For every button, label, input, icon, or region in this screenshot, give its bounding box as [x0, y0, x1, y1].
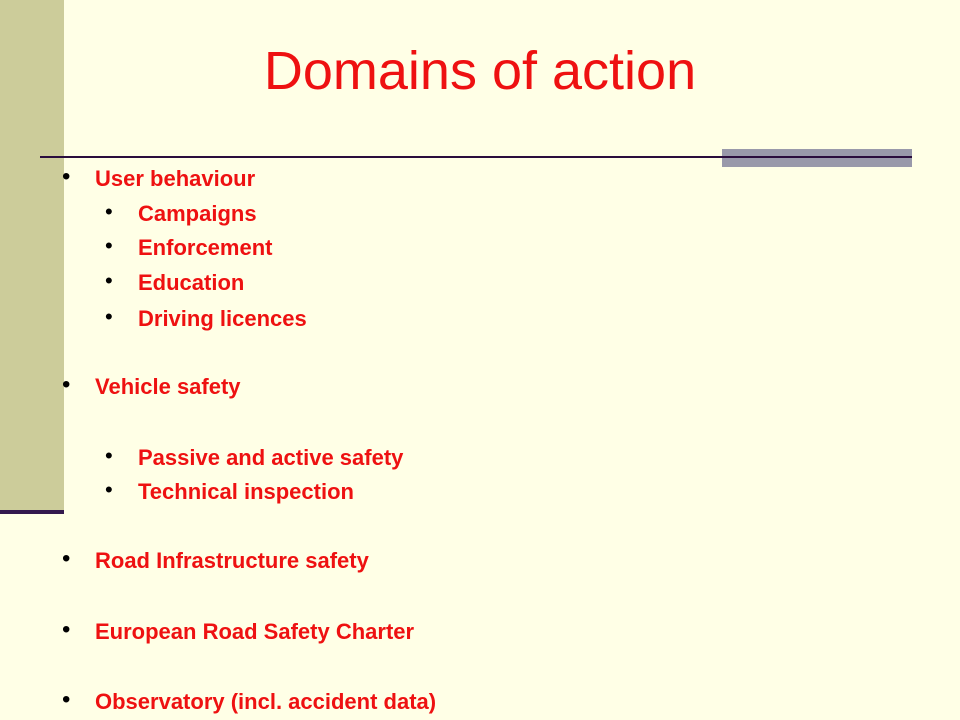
bullet-dot-icon: •	[105, 477, 113, 502]
bullet-dot-icon: •	[62, 371, 71, 398]
list-item	[62, 616, 415, 645]
list-item	[105, 304, 307, 332]
bullet-dot-icon: •	[105, 304, 113, 329]
bullet-dot-icon: •	[105, 443, 113, 468]
list-item-text: Driving licences	[138, 306, 307, 331]
list-item-text: Technical inspection	[138, 479, 354, 504]
bullet-dot-icon: •	[62, 545, 71, 572]
list-item-text: Observatory (incl. accident data)	[95, 689, 437, 714]
list-item	[105, 477, 354, 505]
bullet-dot-icon: •	[105, 268, 113, 293]
list-item	[62, 371, 241, 400]
list-item-text: Road Infrastructure safety	[95, 548, 369, 573]
list-item	[62, 163, 256, 192]
list-item-text: European Road Safety Charter	[95, 619, 415, 644]
bullet-dot-icon: •	[105, 199, 113, 224]
bullet-dot-icon: •	[105, 233, 113, 258]
list-item-text: Campaigns	[138, 201, 257, 226]
list-item	[105, 268, 245, 296]
list-item	[105, 233, 273, 261]
list-item-text: User behaviour	[95, 166, 256, 191]
list-item-text: Enforcement	[138, 235, 273, 260]
bullet-dot-icon: •	[62, 163, 71, 190]
list-item	[62, 545, 369, 574]
list-item	[105, 199, 257, 227]
bullet-dot-icon: •	[62, 686, 71, 713]
list-item-text: Passive and active safety	[138, 445, 404, 470]
list-item-text: Education	[138, 270, 245, 295]
bullet-dot-icon: •	[62, 616, 71, 643]
list-item	[105, 443, 404, 471]
list-item	[62, 686, 437, 715]
slide-title: Domains of action	[263, 41, 697, 101]
list-item-text: Vehicle safety	[95, 374, 241, 399]
